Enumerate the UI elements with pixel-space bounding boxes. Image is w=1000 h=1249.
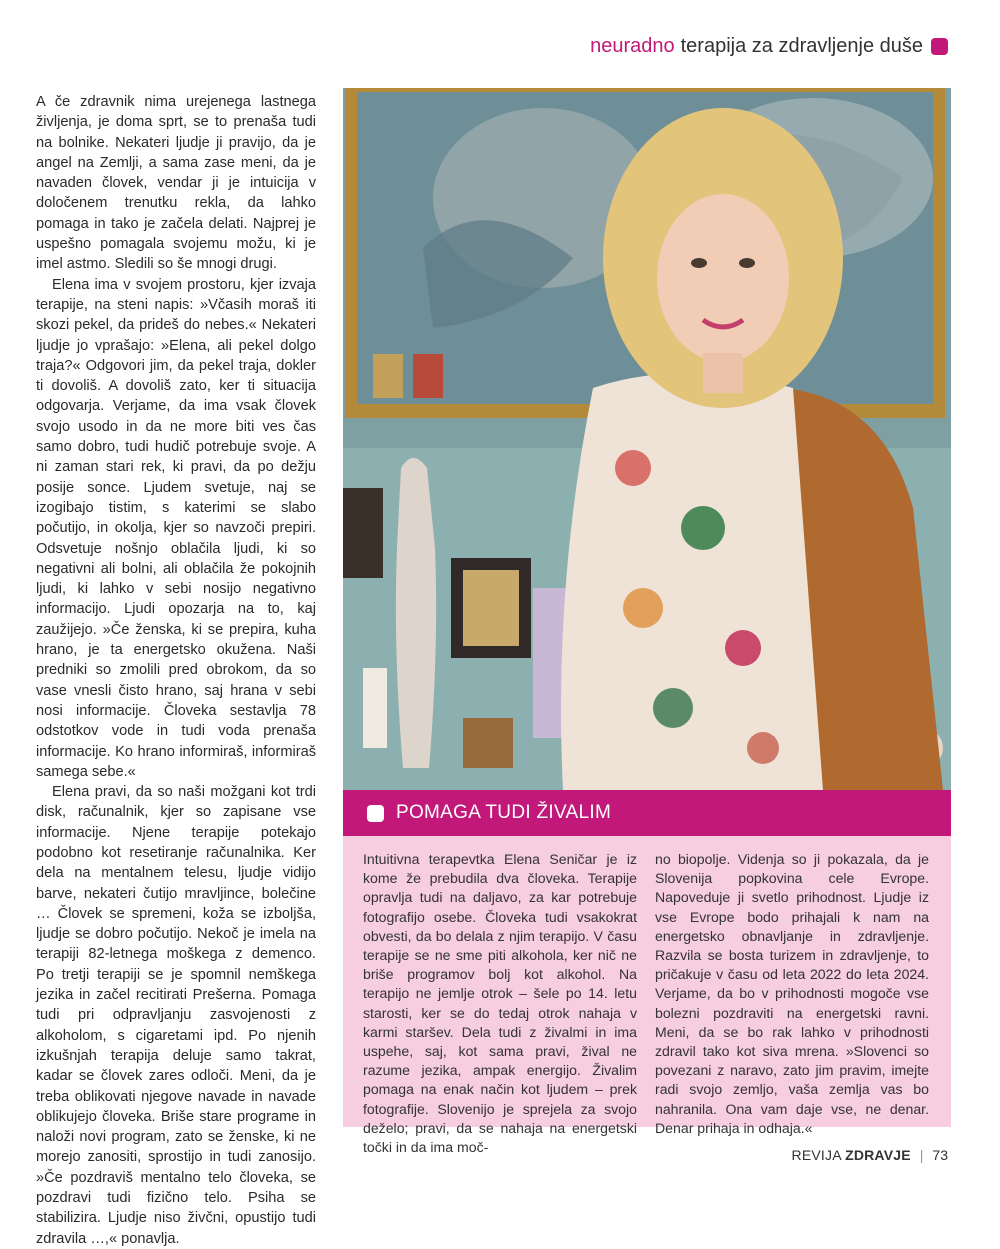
footer-separator: | xyxy=(919,1147,924,1163)
page-number: 73 xyxy=(932,1147,948,1163)
sidebar-column-2: no biopolje. Videnja so ji pokazala, da je Slovenija popkovina cele Evrope. Napoveduje ji svetlo prihodnost. Ljudje iz vse Evrope bodo prihajali k nam na energetsko obnavljanje in zdravljenje. Razvila se bosta turizem in zdravljenje, to pričakuje v času od leta 2022 do leta 2024. Verjame, da bo v prihodnosti mogoče vse bolezni pozdraviti na energetski ravni. Meni, da se bo rak lahko v prihodnosti zdravil tako kot siva mrena. »Slovenci so povezani z naravo, zato jim pravim, imejte radi svojo zemljo, vaša zemlja vas bo nahranila. Ona vam daje vse, ne denar. Denar prihaja in odhaja.« xyxy=(655,851,929,1136)
article-paragraph: Elena ima v svojem prostoru, kjer izvaja terapije, na steni napis: »Včasih moraš iti skozi pekel, da prideš do nebes.« Nekateri ljudje jo vprašajo: »Elena, ali pekel dolgo traja?« Odgovori jim, da pekel traja, dokler ti dovoliš. A dovoliš zato, ker ti situacija odgovarja. Verjame, da ima vsak človek svojo usodo in da ne more biti ves čas samo dobro, tudi hudič potrebuje svoje. A ni zaman stari rek, ki pravi, da po dežju posije sonce. Ljudem svetuje, naj se izogibajo tistim, s katerimi se slabo počutijo, in okolja, kjer so navzoči prepiri. Odsvetuje nošnjo oblačila ljudi, ki so negativni ali bolni, ali oblačila že pokojnih ljudi, ki lahko v sebi nosijo negativno informacijo. Ljudi opozarja na to, kaj zaužijejo. »Če ženska, ki se prepira, kuha hrano, je ta energetsko okužena. Naši predniki so zmolili pred obrokom, da so vase vnesli čisto hrano, saj hrana v sebi nosi informacije. Človeka sestavlja 78 odstotkov vode in tudi voda prenaša informacije. Ko hrano informiraš, informiraš samega sebe.« xyxy=(36,276,316,780)
magazine-bold: ZDRAVJE xyxy=(845,1147,911,1163)
sidebar-column-1: Intuitivna terapevtka Elena Seničar je iz kome že prebudila dva človeka. Terapije opravlja tudi na daljavo, za kar potrebuje fotografijo osebe. Človeka tudi vsakokrat obvesti, da bo delala z njim terapijo. V času terapije se ne sme piti alkohola, ker nič ne briše programov bolj kot alkohol. Na terapijo ne jemlje otrok – šele po 14. letu starosti, ker se do tedaj otrok nahaja v karmi staršev. Dela tudi z živalmi in ima uspehe, saj, kot sama pravi, žival ne razume jezika, ampak energijo. Živalim pomaga na enak način kot ljudem – prek fotografije. Slovenijo je sprejela za svojo deželo; pravi, da se nahaja na energetski točki in da ima moč- xyxy=(363,851,637,1156)
sidebar-marker-icon xyxy=(367,805,384,822)
section-header-accent: neuradno xyxy=(590,34,675,57)
section-marker-icon xyxy=(931,38,948,55)
magazine-prefix: REVIJA xyxy=(791,1147,841,1163)
icon-picture xyxy=(373,354,403,398)
article-body-left-column xyxy=(36,92,316,1249)
magazine-name xyxy=(792,1147,911,1163)
article-paragraph: A če zdravnik nima urejenega lastnega življenja, je doma sprt, se to prenaša tudi na bolnike. Nekateri ljudje ji pravijo, da je angel na Zemlji, a sama zase meni, da je navaden človek, vendar ji je intuicija v določenem trenutku rekla, da lahko pomaga in tako je začela delati. Najprej je uspešno pomagala svojemu možu, ki je imel astmo. Sledili so še mnogi drugi. xyxy=(36,94,316,273)
article-paragraph: Elena pravi, da so naši možgani kot trdi disk, računalnik, kjer so zapisane vse informacije. Njene terapije potekajo podobno kot resetiranje računalnika. Ker dela na mentalnem telesu, ljudje vidijo barve, nekateri čutijo mravljince, bolečine … Človek se spremeni, koža se izboljša, ljudje se dobro počutijo. Nekoč je imela na terapiji 82-letnega moškega z demenco. Po tretji terapiji se je spomnil nemškega jezika in začel recitirati Prešerna. Pomaga tudi pri odpravljanju zasvojenosti z alkoholom, s cigaretami ipd. Po njenih izkušnjah terapija deluje samo takrat, kadar se človek zares odloči. Meni, da je treba oblikovati njegove navade in navade oblikujejo človeka. Briše stare programe in naloži novi program, zato se ženske, ki ne morejo zanositi, sprostijo in tudi zanosijo. »Če pozdraviš mentalno telo človeka, se pozdravi tudi fizično telo. Psiha se stabilizira. Ljudje niso živčni, opustijo tudi zdravila …,« ponavlja. xyxy=(36,784,316,1247)
sidebar-title: POMAGA TUDI ŽIVALIM xyxy=(396,802,612,823)
sidebar-banner xyxy=(343,790,951,836)
section-header-title: terapija za zdravljenje duše xyxy=(680,34,923,57)
article-photo xyxy=(343,88,951,790)
portrait-photo-illustration xyxy=(343,88,951,790)
section-header xyxy=(590,32,948,60)
page-footer xyxy=(792,1147,948,1163)
